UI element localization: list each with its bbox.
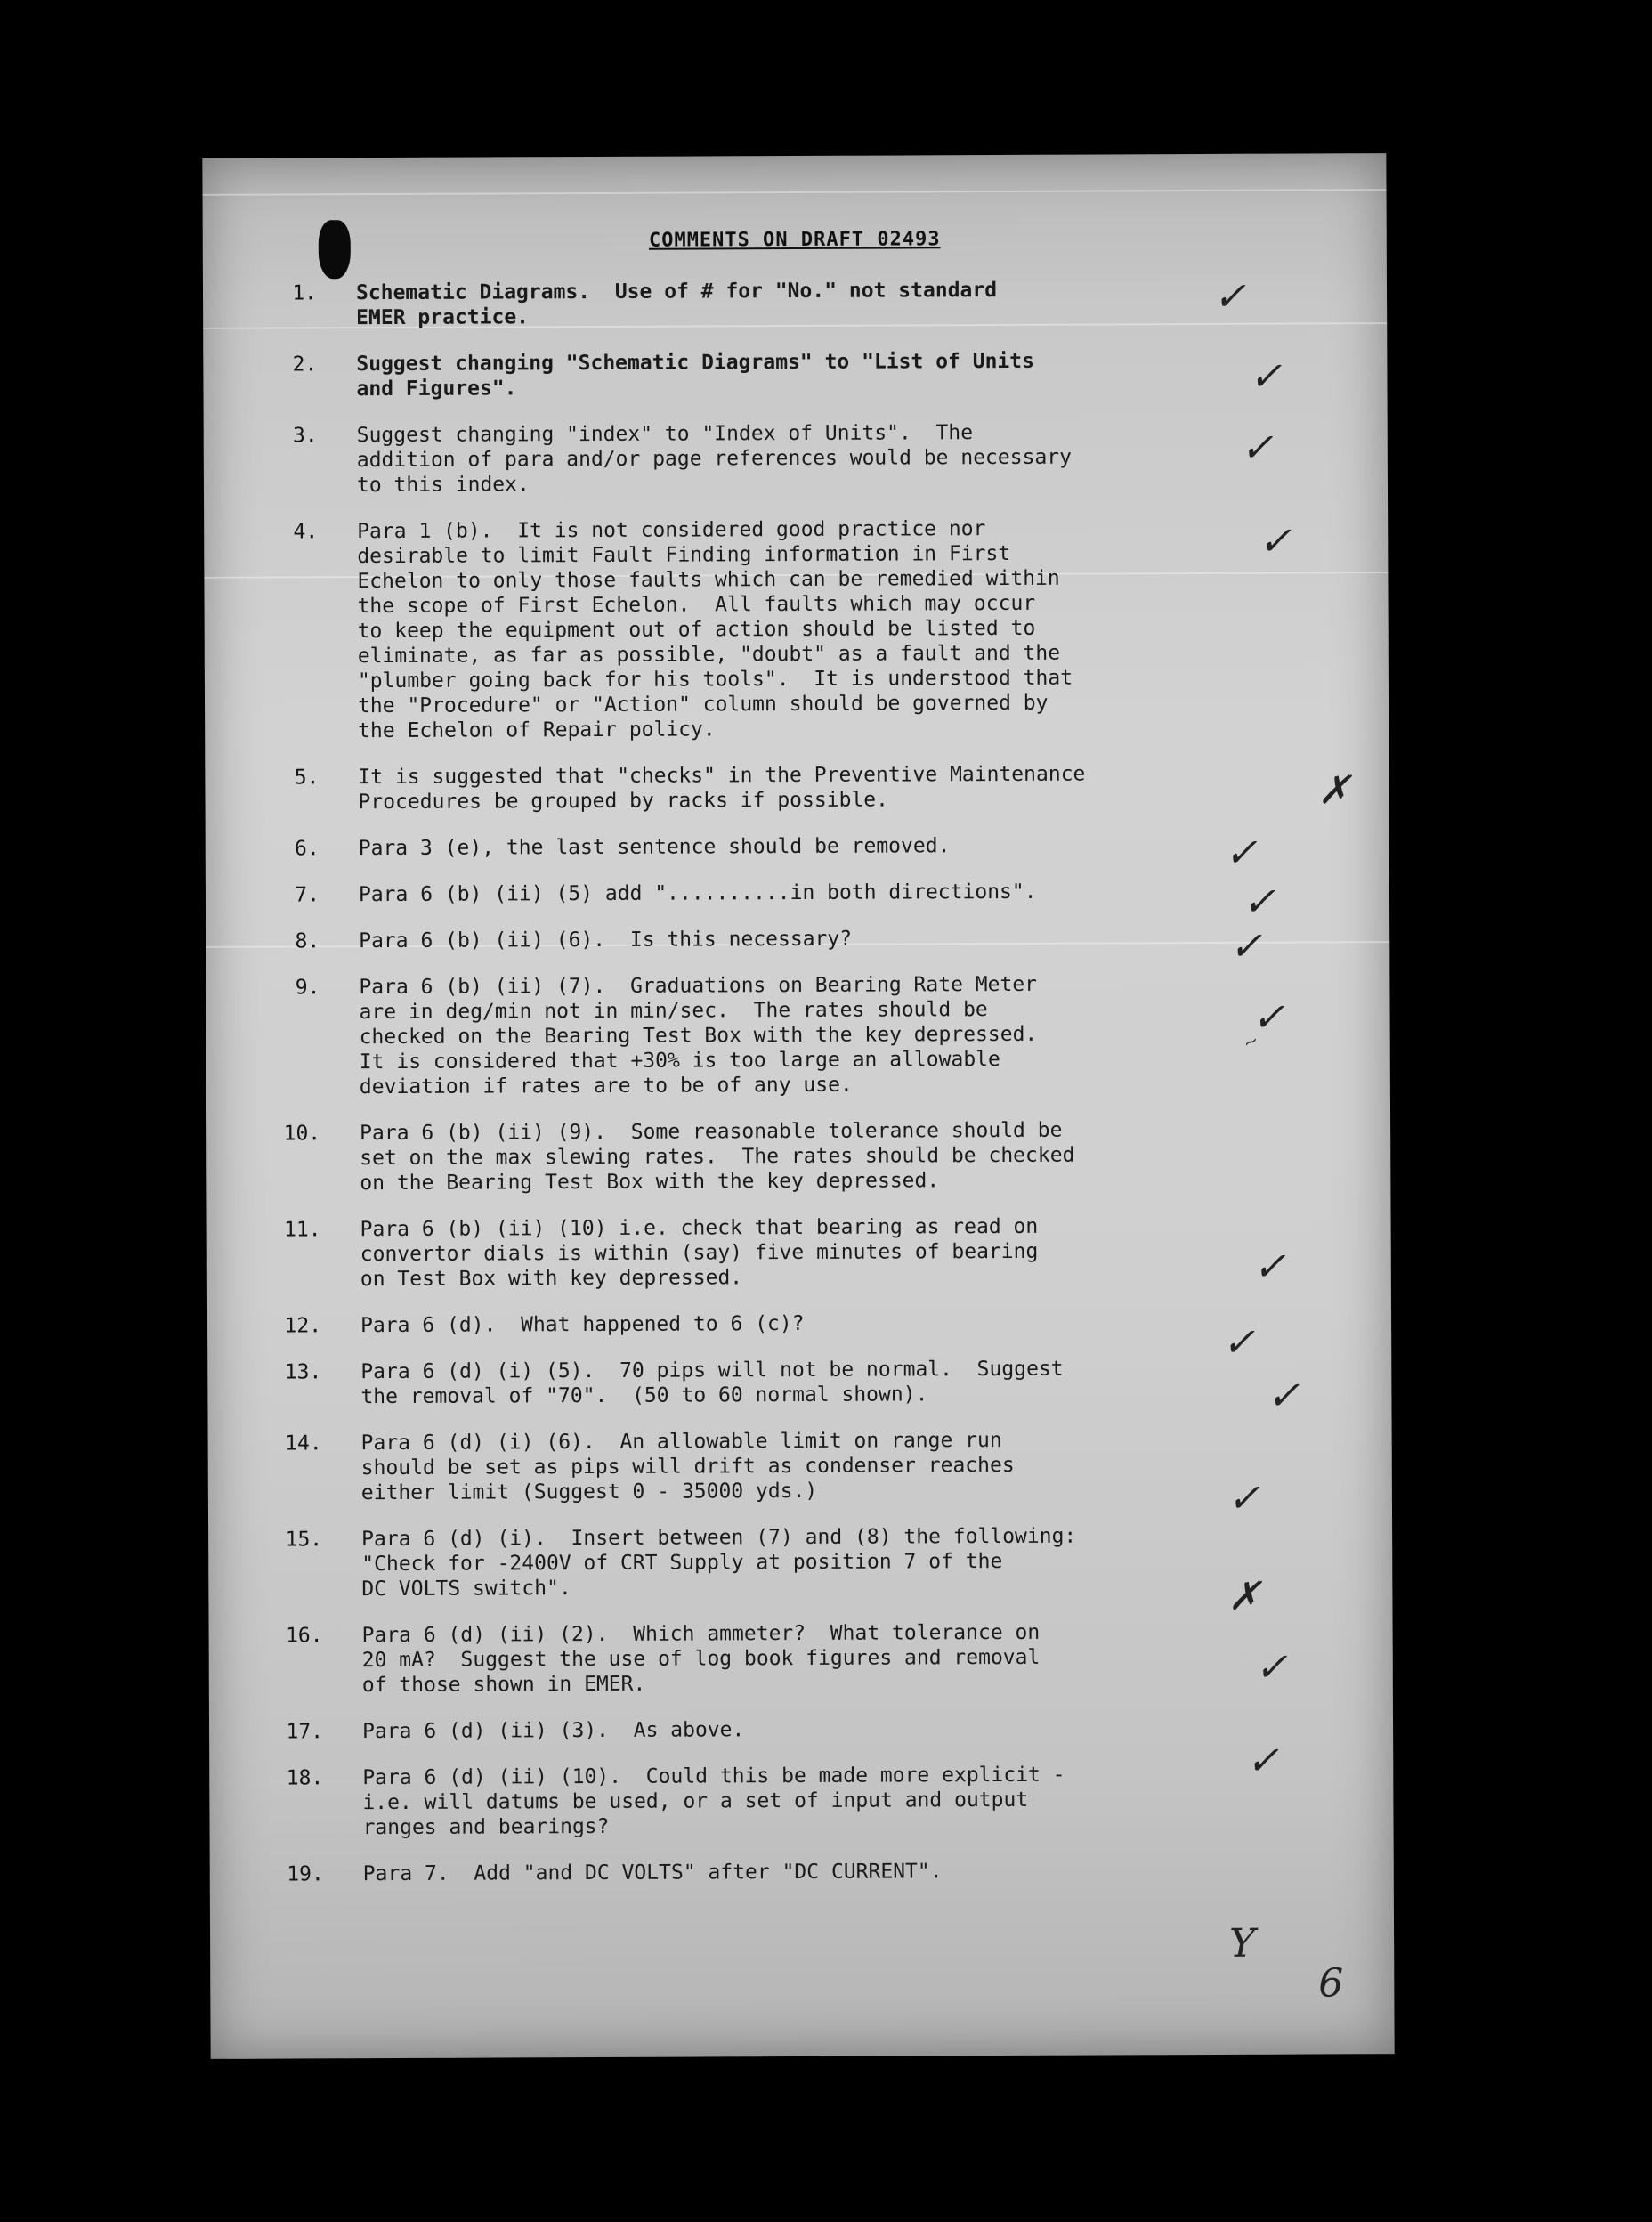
item-number: 5. [294, 766, 320, 790]
list-item [258, 761, 1273, 815]
cross-mark-icon: ✗ [1227, 1573, 1261, 1619]
item-number: 16. [285, 1624, 323, 1648]
list-item [256, 277, 1271, 331]
item-number: 3. [292, 424, 318, 448]
check-mark-icon: ✓ [1251, 994, 1285, 1041]
item-text: Schematic Diagrams. Use of # for "No." not standard EMER practice. [355, 279, 998, 330]
item-text: Para 6 (d) (i) (6). An allowable limit on range run should be set as pips will drift as condenser reaches either limit (Suggest 0 - 35000 yds.) [360, 1429, 1015, 1505]
item-text: Para 6 (b) (ii) (7). Graduations on Bearing Rate Meter are in deg/min not in min/sec. The rates should be checked on the Bearing Test Box with the key depressed. It is considered that +30% is too large an allowable deviation if rates are to be of any use. [359, 972, 1038, 1099]
item-text: Para 6 (d) (ii) (2). Which ammeter? What tolerance on 20 mA? Suggest the use of log book figures and removal of those shown in EMER. [361, 1620, 1041, 1698]
item-text: Para 7. Add "and DC VOLTS" after "DC CURRENT". [362, 1860, 943, 1886]
item-number: 2. [292, 353, 318, 377]
item-text: Para 6 (b) (ii) (10) i.e. check that bearing as read on convertor dials is within (say) five minutes of bearing on Test Box with key depressed. [360, 1214, 1039, 1292]
item-number: 19. [287, 1862, 324, 1886]
check-mark-icon: ✓ [1252, 1244, 1286, 1290]
cross-mark-icon: ✗ [1317, 767, 1351, 814]
item-number: 9. [295, 976, 320, 1000]
item-text: Suggest changing "index" to "Index of Units". The addition of para and/or page references would be necessary to this index. [356, 421, 1073, 498]
item-text: Para 3 (e), the last sentence should be removed. [358, 834, 951, 861]
six-mark-icon: 6 [1318, 1960, 1344, 2007]
check-mark-icon: ✓ [1222, 1319, 1256, 1366]
check-mark-icon: ✓ [1246, 1738, 1280, 1784]
list-item [263, 1619, 1277, 1699]
list-item [259, 925, 1274, 954]
item-number: 11. [283, 1218, 321, 1242]
item-text: Para 6 (b) (ii) (5) add "..........in both directions". [358, 880, 1037, 907]
item-text: It is suggested that "checks" in the Preventive Maintenance Procedures be grouped by racks if possible. [358, 762, 1086, 815]
check-mark-icon: ✓ [1229, 923, 1263, 969]
item-text: Para 6 (b) (ii) (9). Some reasonable tolerance should be set on the max slewing rates. The rates should be checked on the Bearing Test Box with the key depressed. [360, 1118, 1075, 1196]
check-mark-icon: ✓ [1212, 273, 1247, 320]
item-number: 4. [293, 520, 319, 544]
item-text: Para 6 (d). What happened to 6 (c)? [360, 1311, 805, 1338]
list-item [263, 1858, 1278, 1887]
y-mark-icon: Y [1228, 1920, 1256, 1967]
item-text: Suggest changing "Schematic Diagrams" to "List of Units and Figures". [356, 349, 1035, 401]
check-mark-icon: ✓ [1242, 879, 1275, 925]
list-item [263, 1715, 1277, 1745]
item-number: 15. [285, 1528, 323, 1552]
list-item [256, 348, 1271, 402]
item-text: Para 1 (b). It is not considered good practice nor desirable to limit Fault Finding information in First Echelon to only those faults which can be remedied within the scope of First Echelon. All faults which may occur to keep the equipment out of action should be listed to eliminate, as far as possible, "doubt" as a fault and the "plumber going back for his tools". It is understood that the "Procedure" or "Action" column should be governed by the Echelon of Repair policy. [357, 517, 1073, 743]
list-item [262, 1427, 1276, 1506]
list-item [262, 1523, 1276, 1602]
check-mark-icon: ✓ [1227, 1475, 1260, 1521]
item-number: 6. [294, 837, 320, 861]
scan-artifact [203, 189, 1387, 196]
document-title: COMMENTS ON DRAFT 02493 [648, 228, 941, 252]
check-mark-icon: ✓ [1254, 1644, 1288, 1691]
item-number: 1. [292, 281, 318, 305]
item-number: 8. [295, 929, 320, 953]
item-number: 17. [286, 1720, 324, 1744]
item-text: Para 6 (d) (ii) (3). As above. [362, 1718, 745, 1744]
list-item [261, 1356, 1275, 1410]
check-mark-icon: ✓ [1267, 1373, 1300, 1419]
handwritten-annotation: ∼ [1239, 1028, 1262, 1055]
item-text: Para 6 (d) (i) (5). 70 pips will not be normal. Suggest the removal of "70". (50 to 60 normal shown). [360, 1357, 1064, 1409]
list-item [257, 515, 1273, 744]
check-mark-icon: ✓ [1240, 425, 1274, 471]
check-mark-icon: ✓ [1259, 518, 1292, 564]
item-number: 13. [284, 1360, 322, 1384]
list-item [259, 832, 1274, 862]
list-item [257, 419, 1272, 499]
item-number: 12. [284, 1314, 322, 1338]
list-item [259, 971, 1275, 1100]
document-sheet [202, 153, 1394, 2059]
list-item [261, 1310, 1275, 1339]
list-item [261, 1213, 1275, 1293]
item-number: 7. [295, 883, 320, 907]
item-number: 10. [283, 1122, 321, 1146]
list-item [263, 1762, 1277, 1841]
item-text: Para 6 (b) (ii) (6). Is this necessary? [359, 927, 853, 953]
comment-list [256, 277, 1278, 1909]
list-item [259, 879, 1274, 908]
item-number: 14. [285, 1431, 322, 1456]
item-number: 18. [286, 1766, 324, 1790]
item-text: Para 6 (d) (ii) (10). Could this be made more explicit - i.e. will datums be used, or a set of input and output ranges and bearings? [362, 1763, 1065, 1840]
check-mark-icon: ✓ [1249, 353, 1283, 400]
list-item [260, 1117, 1275, 1196]
item-text: Para 6 (d) (i). Insert between (7) and (8) the following: "Check for -2400V of CRT Supply at position 7 of the DC VOLTS switch". [361, 1524, 1077, 1602]
check-mark-icon: ✓ [1224, 830, 1258, 876]
